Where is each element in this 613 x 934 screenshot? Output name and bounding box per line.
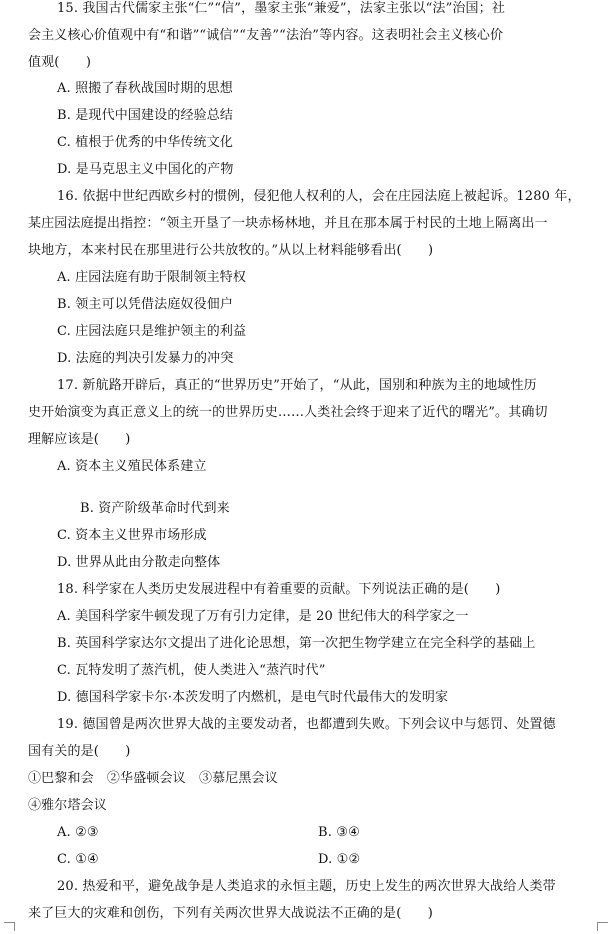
q16-stem-line-2: 某庄园法庭提出指控：“领主开垦了一块赤杨林地，并且在那本属于村民的土地上隔离出一 <box>28 216 548 231</box>
q19-stem-line-2: 国有关的是( ) <box>28 744 131 759</box>
q16-stem-line-3: 块地方，本来村民在那里进行公共放牧的。”从以上材料能够看出( ) <box>28 243 434 258</box>
q19-option-c: C. ①④ <box>57 852 99 867</box>
q20-stem-line-1: 20. 热爱和平，避免战争是人类追求的永恒主题，历史上发生的两次世界大战给人类带 <box>57 879 556 894</box>
q17-option-d: D. 世界从此由分散走向整体 <box>57 555 221 570</box>
q18-option-b: B. 英国科学家达尔文提出了进化论思想，第一次把生物学建立在完全科学的基础上 <box>57 636 536 651</box>
q20-stem-line-2: 来了巨大的灾难和创伤，下列有关两次世界大战说法不正确的是( ) <box>28 906 433 921</box>
q15-option-c: C. 植根于优秀的中华传统文化 <box>57 135 233 150</box>
q15-stem-line-1: 15. 我国古代儒家主张“仁”“信”，墨家主张“兼爱”，法家主张以“法”治国；社 <box>57 1 505 16</box>
q15-option-d: D. 是马克思主义中国化的产物 <box>57 162 234 177</box>
q18-option-a: A. 美国科学家牛顿发现了万有引力定律，是 20 世纪伟大的科学家之一 <box>57 609 469 624</box>
q17-stem-line-1: 17. 新航路开辟后，真正的“世界历史”开始了，“从此，国别和种族为主的地域性历 <box>57 378 537 393</box>
q19-items-line-2: ④雅尔塔会议 <box>28 798 107 813</box>
q17-option-c: C. 资本主义世界市场形成 <box>57 528 207 543</box>
q16-option-c: C. 庄园法庭只是维护领主的利益 <box>57 324 247 339</box>
q16-option-a: A. 庄园法庭有助于限制领主特权 <box>57 270 247 285</box>
q15-option-a: A. 照搬了春秋战国时期的思想 <box>57 81 233 96</box>
crop-mark-right <box>597 922 608 931</box>
q19-items-line-1: ①巴黎和会 ②华盛顿会议 ③慕尼黑会议 <box>28 771 278 786</box>
q18-stem-line-1: 18. 科学家在人类历史发展进程中有着重要的贡献。下列说法正确的是( ) <box>57 582 501 597</box>
q16-option-d: D. 法庭的判决引发暴力的冲突 <box>57 351 234 366</box>
q19-stem-line-1: 19. 德国曾是两次世界大战的主要发动者，也都遭到失败。下列会议中与惩罚、处置德 <box>57 717 556 732</box>
q18-option-c: C. 瓦特发明了蒸汽机，使人类进入“蒸汽时代” <box>57 663 326 678</box>
q19-option-d: D. ①② <box>318 852 361 867</box>
q16-stem-line-1: 16. 依据中世纪西欧乡村的惯例，侵犯他人权利的人，会在庄园法庭上被起诉。1280 年， <box>57 189 581 204</box>
q17-stem-line-3: 理解应该是( ) <box>28 432 131 447</box>
q19-option-a: A. ②③ <box>57 825 99 840</box>
q17-option-b: B. 资产阶级革命时代到来 <box>80 501 230 516</box>
q16-option-b: B. 领主可以凭借法庭奴役佃户 <box>57 297 234 312</box>
q19-option-b: B. ③④ <box>318 825 360 840</box>
q15-option-b: B. 是现代中国建设的经验总结 <box>57 108 234 123</box>
q18-option-d: D. 德国科学家卡尔·本茨发明了内燃机，是电气时代最伟大的发明家 <box>57 690 449 705</box>
crop-mark-left <box>4 922 15 931</box>
q17-stem-line-2: 史开始演变为真正意义上的统一的世界历史……人类社会终于迎来了近代的曙光”。其确切 <box>28 405 548 420</box>
q15-stem-line-3: 值观( ) <box>28 55 92 70</box>
q15-stem-line-2: 会主义核心价值观中有“和谐”“诚信”“友善”“法治”等内容。这表明社会主义核心价 <box>28 28 504 43</box>
q17-option-a: A. 资本主义殖民体系建立 <box>57 459 207 474</box>
